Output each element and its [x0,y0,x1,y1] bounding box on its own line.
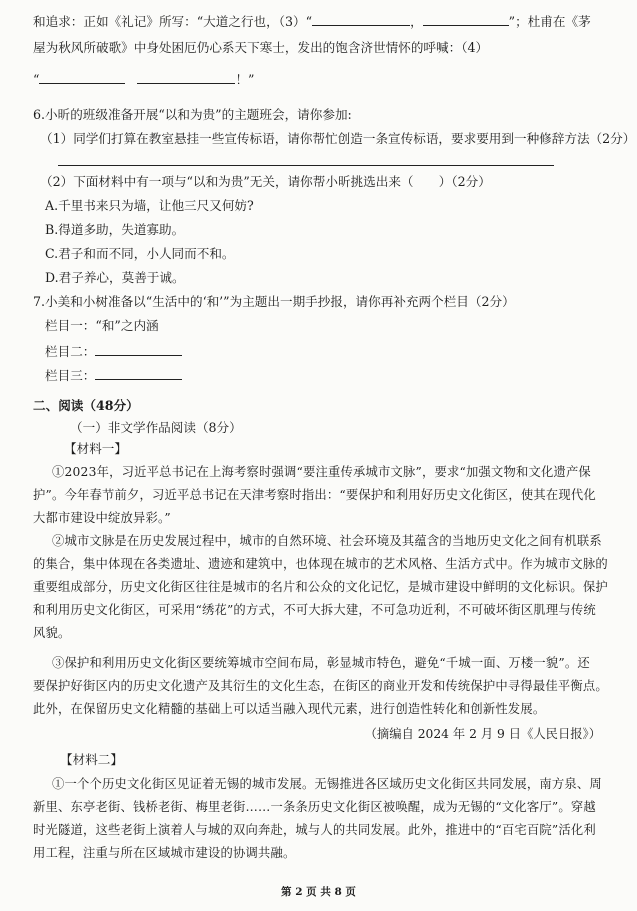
q7-title: 7.小美和小树准备以“生活中的‘和’”为主题出一期手抄报，请你再补充两个栏目（2分） [33,294,515,309]
material-2-line: 新里、东亭老街、钱桥老街、梅里老街……一条条历史文化街区被唤醒，成为无锡的“文化客厅”。穿越 [33,800,596,814]
q7-column-3: 栏目三： [45,366,182,384]
intro-line-3: “ ！” [33,72,255,87]
q6-option-a: A.千里书来只为墙，让他三尺又何妨? [45,198,254,213]
answer-blank[interactable] [312,12,410,26]
material-1-line: 要保护好街区内的历史文化遗产及其衍生的文化生态，在街区的商业开发和传统保护中寻得最佳平衡点。 [33,679,608,693]
material-1-line: 重要组成部分，历史文化街区往往是城市的名片和公众的文化记忆，是城市建设中鲜明的文化标识。保护 [33,580,608,594]
page-footer: 第 2 页 共 8 页 [281,886,356,898]
material-1-line: ②城市文脉是在历史发展过程中，城市的自然环境、社会环境及其蕴含的当地历史文化之间有机联系 [52,534,602,548]
material-2-line: 时光隧道，这些老街上演着人与城的双向奔赴，城与人的共同发展。此外，推进中的“百宅百院”活化利 [33,823,596,837]
material-1-line: ①2023年，习近平总书记在上海考察时强调“要注重传承城市文脉”，要求“加强文物和文化遗产保 [52,465,591,479]
material-2-label: 【材料二】 [60,752,123,767]
answer-blank[interactable] [39,70,125,84]
material-1-label: 【材料一】 [64,441,127,456]
material-1-line: 大都市建设中绽放异彩。” [33,511,171,525]
material-1-line: 和利用历史文化街区，可采用“绣花”的方式，不可大拆大建，不可急功近利，不可破坏街区肌理与传统 [33,603,596,617]
answer-blank[interactable] [137,70,235,84]
answer-blank[interactable] [95,366,182,380]
material-1-line: 护”。今年春节前夕，习近平总书记在天津考察时指出：“要保护和利用好历史文化街区，使其在现代化 [33,488,596,502]
q6-option-b: B.得道多助，失道寡助。 [45,222,185,237]
material-1-line: 此外，在保留历史文化精髓的基础上可以适当融入现代元素，进行创造性转化和创新性发展。 [33,702,546,716]
q6-part2: （2）下面材料中有一项与“以和为贵”无关，请你帮小昕挑选出来（ ）（2分） [40,174,491,189]
subsection-heading: （一）非文学作品阅读（8分） [70,420,242,435]
section-heading: 二、阅读（48分） [33,398,139,413]
intro-line-1: 和追求：正如《礼记》所写：“大道之行也，（3）“ ， ”；杜甫在《茅 [33,14,591,29]
q7-column-2: 栏目二： [45,342,182,360]
q6-part1: （1）同学们打算在教室悬挂一些宣传标语，请你帮忙创造一条宣传标语，要求要用到一种修辞方法（2分） [40,131,636,146]
q6-option-c: C.君子和而不同，小人同而不和。 [45,246,235,261]
q6-answer-line[interactable] [58,165,554,166]
q7-column-1: 栏目一：“和”之内涵 [45,318,159,333]
material-1-source: （摘编自 2024 年 2 月 9 日《人民日报》） [364,727,601,741]
material-1-line: 的集合，集中体现在各类遗址、遗迹和建筑中，也体现在城市的艺术风格、生活方式中。作为城市文脉的 [33,557,608,571]
answer-blank[interactable] [95,342,182,356]
q6-title: 6.小昕的班级准备开展“以和为贵”的主题班会，请你参加: [33,107,352,122]
material-1-line: 风貌。 [33,626,71,640]
material-1-line: ③保护和利用历史文化街区要统筹城市空间布局，彰显城市特色，避免“千城一面、万楼一貌”。还 [52,656,590,670]
q6-option-d: D.君子养心，莫善于诚。 [45,270,185,285]
material-2-line: 用工程，注重与所在区域城市建设的协调共融。 [33,846,296,860]
material-2-line: ①一个个历史文化街区见证着无锡的城市发展。无锡推进各区域历史文化街区共同发展，南方泉、周 [52,777,602,791]
answer-blank[interactable] [423,12,509,26]
intro-line-2: 屋为秋风所破歌》中身处困厄仍心系天下寒士，发出的饱含济世情怀的呼喊：（4） [33,40,489,55]
